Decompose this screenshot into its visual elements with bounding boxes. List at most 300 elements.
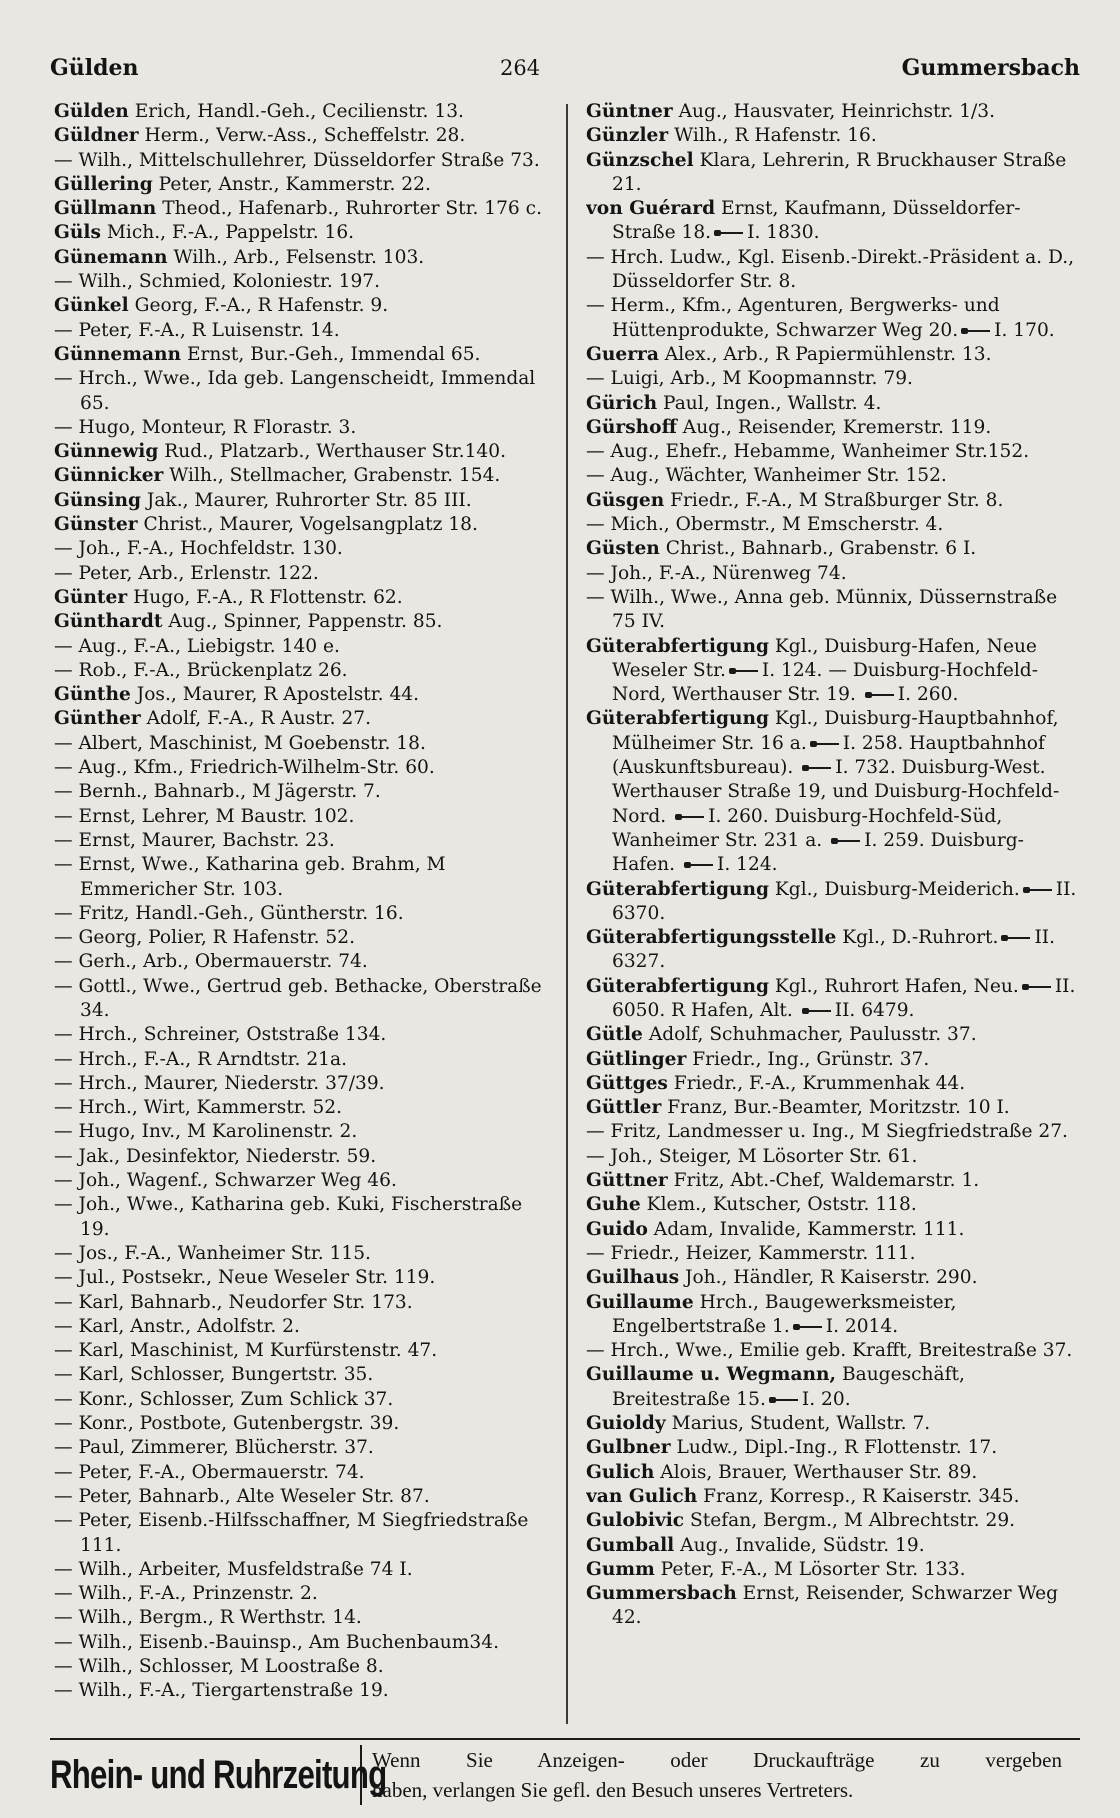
- directory-entry: [54, 537, 554, 561]
- telephone-icon: [810, 740, 840, 748]
- entry-details: — Aug., Wächter, Wanheimer Str. 152.: [586, 465, 947, 487]
- directory-entry: [54, 1679, 554, 1703]
- entry-details: — Rob., F.-A., Brückenplatz 26.: [54, 659, 348, 681]
- entry-details: Friedr., F.-A., M Straßburger Str. 8.: [670, 489, 1004, 511]
- directory-entry: [54, 100, 554, 124]
- directory-entry: [586, 1048, 1084, 1072]
- telephone-icon: [684, 861, 714, 869]
- entry-details: — Wilh., Bergm., R Werthstr. 14.: [54, 1607, 362, 1629]
- directory-entry: [54, 586, 554, 610]
- directory-entry: [586, 246, 1084, 295]
- directory-entry: [54, 1048, 554, 1072]
- telephone-number: I. 260. Duisburg-Hochfeld-Süd, Wanheimer Str. 231 a.: [612, 805, 1003, 851]
- entry-details: — Ernst, Lehrer, M Baustr. 102.: [54, 805, 355, 827]
- page-header: [50, 48, 1080, 88]
- directory-entry: [54, 950, 554, 974]
- directory-entry: [54, 1582, 554, 1606]
- entry-details: Wilh., Stellmacher, Grabenstr. 154.: [169, 465, 501, 487]
- entry-surname: Gulich: [586, 1461, 655, 1483]
- directory-entry: [586, 1266, 1084, 1290]
- entry-details: Christ., Bahnarb., Grabenstr. 6 I.: [665, 538, 977, 560]
- telephone-icon: [961, 327, 991, 335]
- directory-entry: [54, 1461, 554, 1485]
- header-left-keyword: Gülden: [50, 55, 139, 81]
- advertisement-footer: [50, 1738, 1080, 1810]
- directory-entry: [586, 1169, 1084, 1193]
- column-divider: [566, 104, 568, 1724]
- entry-details: Christ., Maurer, Vogelsangplatz 18.: [143, 514, 478, 536]
- directory-entry: [586, 1412, 1084, 1436]
- directory-entry: [586, 586, 1084, 635]
- telephone-icon: [793, 1323, 823, 1331]
- directory-entry: [586, 489, 1084, 513]
- entry-details: Alois, Brauer, Werthauser Str. 89.: [660, 1461, 978, 1483]
- entry-details: — Wilh., Mittelschullehrer, Düsseldorfer Straße 73.: [54, 149, 540, 171]
- entry-surname: Güllmann: [54, 198, 157, 220]
- entry-details: — Gerh., Arb., Obermauerstr. 74.: [54, 951, 368, 973]
- directory-entry: [54, 1339, 554, 1363]
- ad-line-2: haben, verlangen Sie gefl. den Besuch unseres Vertreters.: [372, 1778, 854, 1802]
- telephone-number: I. 124.: [717, 854, 778, 876]
- directory-entry: [54, 1120, 554, 1144]
- directory-entry: [54, 805, 554, 829]
- telephone-number: II. 6327.: [612, 927, 1056, 973]
- entry-surname: Güsten: [586, 538, 660, 560]
- telephone-number: I. 259. Duisburg-Hafen.: [612, 829, 1024, 876]
- entry-details: Peter, F.-A., M Lösorter Str. 133.: [660, 1558, 966, 1580]
- entry-details: — Herm., Kfm., Agenturen, Bergwerks- und Hüttenprodukte, Schwarzer Weg 20.: [586, 295, 1000, 341]
- directory-entry: [586, 1485, 1084, 1509]
- entry-details: Aug., Reisender, Kremerstr. 119.: [682, 416, 992, 438]
- entry-details: — Wilh., Arbeiter, Musfeldstraße 74 I.: [54, 1558, 413, 1580]
- telephone-number: I. 20.: [801, 1388, 851, 1410]
- directory-entry: [54, 1169, 554, 1193]
- entry-details: Aug., Hausvater, Heinrichstr. 1/3.: [678, 101, 996, 122]
- directory-entry: [586, 1218, 1084, 1242]
- telephone-number: I. 124. — Duisburg-Hochfeld-Nord, Werthauser Str. 19.: [612, 659, 1038, 706]
- entry-surname: Guillaume u. Wegmann,: [586, 1364, 837, 1386]
- entry-surname: Guhe: [586, 1194, 641, 1216]
- directory-entry: [54, 610, 554, 634]
- directory-entry: [54, 270, 554, 294]
- entry-details: — Fritz, Handl.-Geh., Güntherstr. 16.: [54, 902, 404, 924]
- directory-entry: [54, 1023, 554, 1047]
- directory-entry: [54, 124, 554, 148]
- directory-entry: [54, 683, 554, 707]
- entry-details: Ernst, Kaufmann, Düsseldorfer-Straße 18.: [612, 198, 1021, 244]
- entry-details: — Jul., Postsekr., Neue Weseler Str. 119.: [54, 1267, 436, 1289]
- telephone-number: I. 2014.: [825, 1315, 899, 1337]
- entry-details: Friedr., Ing., Grünstr. 37.: [692, 1048, 930, 1070]
- ad-line-1: Wenn Sie Anzeigen- oder Druckaufträge zu vergeben: [372, 1748, 1062, 1772]
- entry-details: Ludw., Dipl.-Ing., R Flottenstr. 17.: [676, 1437, 998, 1459]
- entry-details: Hrch., Baugewerksmeister, Engelbertstraße 1.: [612, 1291, 957, 1337]
- directory-entry: [54, 1509, 554, 1558]
- entry-details: Fritz, Abt.-Chef, Waldemarstr. 1.: [673, 1170, 980, 1192]
- directory-entry: [54, 416, 554, 440]
- entry-surname: Günnewig: [54, 441, 159, 463]
- entry-surname: Gulobivic: [586, 1510, 685, 1532]
- directory-entry: [586, 707, 1084, 877]
- entry-details: Paul, Ingen., Wallstr. 4.: [663, 392, 882, 414]
- entry-surname: Guillaume: [586, 1291, 694, 1313]
- directory-entry: [54, 367, 554, 416]
- entry-details: Alex., Arb., R Papiermühlenstr. 13.: [664, 343, 992, 365]
- directory-entry: [586, 1534, 1084, 1558]
- entry-details: — Joh., F.-A., Nürenweg 74.: [586, 562, 847, 584]
- directory-entry: [586, 1023, 1084, 1047]
- entry-surname: Güllering: [54, 173, 153, 195]
- directory-entry: [54, 1436, 554, 1460]
- telephone-icon: [1001, 934, 1031, 942]
- entry-surname: Günsing: [54, 489, 141, 511]
- entry-details: — Karl, Anstr., Adolfstr. 2.: [54, 1315, 300, 1337]
- directory-entry: [586, 975, 1084, 1024]
- entry-details: Theod., Hafenarb., Ruhrorter Str. 176 c.: [162, 198, 542, 220]
- directory-entry: [54, 1242, 554, 1266]
- directory-entry: [54, 1266, 554, 1290]
- entry-details: — Karl, Schlosser, Bungertstr. 35.: [54, 1364, 374, 1386]
- entry-surname: Guido: [586, 1218, 648, 1240]
- entry-details: Herm., Verw.-Ass., Scheffelstr. 28.: [144, 125, 466, 147]
- entry-details: — Aug., Ehefr., Hebamme, Wanheimer Str.152.: [586, 441, 1030, 463]
- entry-details: — Karl, Bahnarb., Neudorfer Str. 173.: [54, 1291, 413, 1313]
- directory-entry: [54, 975, 554, 1024]
- directory-entry: [54, 635, 554, 659]
- directory-entry: [586, 1072, 1084, 1096]
- directory-entry: [586, 1291, 1084, 1340]
- directory-entry: [54, 319, 554, 343]
- entry-surname: Güttges: [586, 1072, 668, 1094]
- entry-surname: Gülden: [54, 101, 129, 122]
- entry-surname: Güldner: [54, 125, 139, 147]
- entry-details: Hugo, F.-A., R Flottenstr. 62.: [133, 586, 403, 608]
- entry-details: — Wilh., Eisenb.-Bauinsp., Am Buchenbaum34.: [54, 1631, 499, 1653]
- directory-entry: [586, 1242, 1084, 1266]
- entry-details: — Wilh., Schlosser, M Loostraße 8.: [54, 1656, 384, 1677]
- entry-details: Klara, Lehrerin, R Bruckhauser Straße 21.: [612, 149, 1067, 195]
- directory-entry: [586, 367, 1084, 391]
- entry-details: — Hrch., F.-A., R Arndtstr. 21a.: [54, 1048, 347, 1070]
- telephone-icon: [714, 229, 744, 237]
- directory-entry: [54, 464, 554, 488]
- entry-details: — Aug., Kfm., Friedrich-Wilhelm-Str. 60.: [54, 757, 435, 779]
- entry-details: — Wilh., Wwe., Anna geb. Münnix, Düssernstraße 75 IV.: [586, 586, 1058, 633]
- directory-entry: [586, 464, 1084, 488]
- entry-surname: Güterabfertigung: [586, 975, 769, 997]
- directory-entry: [54, 659, 554, 683]
- entry-details: — Hrch., Wwe., Ida geb. Langenscheidt, Immendal 65.: [54, 368, 536, 414]
- entry-details: — Wilh., F.-A., Prinzenstr. 2.: [54, 1583, 318, 1605]
- entry-details: — Fritz, Landmesser u. Ing., M Siegfriedstraße 27.: [586, 1121, 1068, 1143]
- entry-surname: Gürshoff: [586, 416, 677, 438]
- directory-entry: [54, 1388, 554, 1412]
- entry-details: — Joh., Steiger, M Lösorter Str. 61.: [586, 1145, 918, 1167]
- directory-entry: [54, 1145, 554, 1169]
- entry-details: — Albert, Maschinist, M Goebenstr. 18.: [54, 732, 426, 754]
- entry-details: Peter, Anstr., Kammerstr. 22.: [158, 173, 431, 195]
- telephone-number: I. 258. Hauptbahnhof (Auskunftsbureau).: [612, 732, 1045, 779]
- entry-surname: Gummersbach: [586, 1583, 737, 1605]
- entry-details: — Jos., F.-A., Wanheimer Str. 115.: [54, 1242, 371, 1264]
- directory-entry: [54, 246, 554, 270]
- directory-entry: [586, 1461, 1084, 1485]
- directory-entry: [54, 1655, 554, 1679]
- directory-entry: [586, 124, 1084, 148]
- entry-details: Friedr., F.-A., Krummenhak 44.: [673, 1072, 966, 1094]
- directory-entry: [54, 926, 554, 950]
- entry-details: Franz, Bur.-Beamter, Moritzstr. 10 I.: [667, 1097, 1010, 1119]
- entry-surname: van Gulich: [586, 1485, 698, 1507]
- directory-entry: [586, 1363, 1084, 1412]
- entry-surname: Güntner: [586, 101, 673, 122]
- entry-surname: Günkel: [54, 295, 129, 317]
- entry-surname: Güterabfertigung: [586, 878, 769, 900]
- directory-entry: [586, 537, 1084, 561]
- entry-surname: Gütle: [586, 1024, 643, 1046]
- directory-entry: [54, 173, 554, 197]
- directory-entry: [54, 1193, 554, 1242]
- entry-details: Aug., Invalide, Südstr. 19.: [680, 1534, 925, 1556]
- entry-details: — Peter, F.-A., Obermauerstr. 74.: [54, 1461, 365, 1483]
- directory-entry: [54, 853, 554, 902]
- entry-details: Kgl., Ruhrort Hafen, Neu.: [774, 975, 1019, 997]
- directory-entry: [586, 513, 1084, 537]
- telephone-icon: [729, 667, 759, 675]
- entry-details: — Peter, Bahnarb., Alte Weseler Str. 87.: [54, 1485, 430, 1507]
- directory-entry: [586, 1509, 1084, 1533]
- directory-entry: [54, 707, 554, 731]
- directory-entry: [54, 294, 554, 318]
- entry-details: Adolf, F.-A., R Austr. 27.: [146, 708, 372, 730]
- directory-entry: [54, 1072, 554, 1096]
- entry-surname: Gulbner: [586, 1437, 671, 1459]
- entry-surname: von Guérard: [586, 198, 716, 220]
- directory-entry: [586, 1120, 1084, 1144]
- directory-entry: [586, 1145, 1084, 1169]
- page-number: 264: [500, 56, 541, 80]
- entry-surname: Günther: [54, 708, 141, 730]
- entry-details: Ernst, Reisender, Schwarzer Weg 42.: [612, 1583, 1059, 1629]
- telephone-number: I. 260.: [897, 684, 959, 706]
- directory-entry: [54, 829, 554, 853]
- entry-surname: Güttler: [586, 1097, 662, 1119]
- telephone-number: I. 732. Duisburg-West. Werthauser Straße 19, und Duisburg-Hochfeld-Nord.: [612, 757, 1060, 827]
- entry-details: — Bernh., Bahnarb., M Jägerstr. 7.: [54, 781, 381, 803]
- entry-details: — Peter, F.-A., R Luisenstr. 14.: [54, 319, 340, 341]
- directory-entry: [586, 294, 1084, 343]
- entry-details: — Mich., Obermstr., M Emscherstr. 4.: [586, 514, 944, 536]
- telephone-icon: [802, 764, 832, 772]
- directory-entry: [586, 1436, 1084, 1460]
- newspaper-brand: Rhein- und Ruhrzeitung: [50, 1752, 387, 1797]
- entry-details: — Gottl., Wwe., Gertrud geb. Bethacke, Oberstraße 34.: [54, 975, 542, 1021]
- directory-entry: [586, 562, 1084, 586]
- telephone-icon: [802, 1007, 832, 1015]
- entry-details: Adolf, Schuhmacher, Paulusstr. 37.: [648, 1024, 977, 1046]
- entry-details: — Hrch. Ludw., Kgl. Eisenb.-Direkt.-Präsident a. D., Düsseldorfer Str. 8.: [586, 246, 1075, 293]
- entry-details: — Konr., Postbote, Gutenbergstr. 39.: [54, 1413, 400, 1435]
- entry-details: — Luigi, Arb., M Koopmannstr. 79.: [586, 368, 913, 390]
- entry-details: Franz, Korresp., R Kaiserstr. 345.: [703, 1485, 1020, 1507]
- entry-details: — Peter, Arb., Erlenstr. 122.: [54, 562, 319, 584]
- entry-surname: Günnemann: [54, 343, 182, 365]
- directory-entry: [54, 440, 554, 464]
- entry-details: Kgl., Duisburg-Hauptbahnhof, Mülheimer Str. 16 a.: [612, 708, 1059, 754]
- entry-details: Jos., Maurer, R Apostelstr. 44.: [136, 684, 420, 706]
- entry-details: Adam, Invalide, Kammerstr. 111.: [653, 1218, 965, 1240]
- entry-details: — Hugo, Inv., M Karolinenstr. 2.: [54, 1121, 358, 1143]
- entry-details: Baugeschäft, Breitestraße 15.: [612, 1364, 965, 1410]
- entry-details: — Hrch., Schreiner, Oststraße 134.: [54, 1024, 387, 1046]
- directory-entry: [54, 221, 554, 245]
- entry-surname: Günnicker: [54, 465, 164, 487]
- entry-details: — Peter, Eisenb.-Hilfsschaffner, M Siegfriedstraße 111.: [54, 1510, 529, 1556]
- entry-details: Kgl., Duisburg-Meiderich.: [774, 878, 1020, 900]
- entry-details: Mich., F.-A., Pappelstr. 16.: [106, 222, 355, 244]
- entry-details: — Joh., Wagenf., Schwarzer Weg 46.: [54, 1170, 397, 1192]
- entry-details: Stefan, Bergm., M Albrechtstr. 29.: [690, 1510, 1016, 1532]
- directory-entry: [54, 197, 554, 221]
- directory-entry: [586, 197, 1084, 246]
- entry-details: Wilh., Arb., Felsenstr. 103.: [173, 246, 425, 268]
- telephone-icon: [865, 691, 895, 699]
- entry-details: — Georg, Polier, R Hafenstr. 52.: [54, 927, 356, 949]
- entry-surname: Günemann: [54, 246, 168, 268]
- directory-entry: [54, 756, 554, 780]
- entry-surname: Günster: [54, 514, 138, 536]
- entry-details: Erich, Handl.-Geh., Cecilienstr. 13.: [134, 101, 464, 122]
- entry-surname: Guerra: [586, 343, 659, 365]
- directory-entry: [586, 416, 1084, 440]
- entry-details: Kgl., Duisburg-Hafen, Neue Weseler Str.: [612, 635, 1037, 681]
- entry-surname: Güls: [54, 222, 101, 244]
- entry-details: — Ernst, Maurer, Bachstr. 23.: [54, 829, 335, 851]
- directory-entry: [54, 902, 554, 926]
- entry-surname: Güterabfertigung: [586, 708, 769, 730]
- telephone-icon: [1022, 983, 1052, 991]
- entry-surname: Guioldy: [586, 1413, 666, 1435]
- entry-details: Jak., Maurer, Ruhrorter Str. 85 III.: [146, 489, 472, 511]
- entry-details: Aug., Spinner, Pappenstr. 85.: [168, 611, 443, 633]
- entry-details: Georg, F.-A., R Hafenstr. 9.: [134, 295, 389, 317]
- directory-entry: [54, 1096, 554, 1120]
- telephone-number: II. 6479.: [834, 999, 915, 1021]
- right-column: [586, 100, 1084, 1735]
- entry-details: — Wilh., Schmied, Koloniestr. 197.: [54, 271, 381, 293]
- directory-entry: [586, 1096, 1084, 1120]
- left-column: [54, 100, 554, 1735]
- directory-entry: [54, 1606, 554, 1630]
- telephone-number: II. 6050. R Hafen, Alt.: [612, 975, 1076, 1021]
- directory-entry: [54, 562, 554, 586]
- entry-surname: Günthe: [54, 684, 131, 706]
- entry-surname: Günter: [54, 586, 128, 608]
- entry-details: — Hugo, Monteur, R Florastr. 3.: [54, 416, 357, 438]
- directory-entry: [586, 440, 1084, 464]
- directory-entry: [586, 635, 1084, 708]
- directory-entry: [54, 1412, 554, 1436]
- entry-details: — Friedr., Heizer, Kammerstr. 111.: [586, 1242, 916, 1264]
- entry-surname: Güsgen: [586, 489, 665, 511]
- directory-entry: [54, 1291, 554, 1315]
- entry-details: — Paul, Zimmerer, Blücherstr. 37.: [54, 1437, 374, 1459]
- telephone-number: I. 170.: [994, 319, 1055, 341]
- directory-entry: [586, 343, 1084, 367]
- entry-details: Ernst, Bur.-Geh., Immendal 65.: [186, 343, 481, 365]
- entry-surname: Gumm: [586, 1558, 655, 1580]
- entry-surname: Guilhaus: [586, 1267, 680, 1289]
- entry-details: Rud., Platzarb., Werthauser Str.140.: [164, 441, 506, 463]
- entry-details: — Hrch., Wwe., Emilie geb. Krafft, Breitestraße 37.: [586, 1340, 1073, 1362]
- entry-details: — Aug., F.-A., Liebigstr. 140 e.: [54, 635, 340, 657]
- entry-details: Klem., Kutscher, Oststr. 118.: [646, 1194, 917, 1216]
- entry-surname: Gürich: [586, 392, 658, 414]
- telephone-icon: [831, 837, 861, 845]
- entry-details: Wilh., R Hafenstr. 16.: [674, 125, 877, 147]
- telephone-number: I. 1830.: [747, 222, 820, 244]
- entry-details: — Karl, Maschinist, M Kurfürstenstr. 47.: [54, 1340, 438, 1362]
- entry-details: — Jak., Desinfektor, Niederstr. 59.: [54, 1145, 377, 1167]
- entry-surname: Gütlinger: [586, 1048, 687, 1070]
- entry-surname: Günzler: [586, 125, 669, 147]
- entry-details: Marius, Student, Wallstr. 7.: [671, 1413, 931, 1435]
- directory-entry: [54, 489, 554, 513]
- directory-entry: [54, 1315, 554, 1339]
- directory-entry: [586, 878, 1084, 927]
- directory-entry: [586, 1582, 1084, 1631]
- telephone-icon: [1023, 886, 1053, 894]
- entry-details: — Wilh., F.-A., Tiergartenstraße 19.: [54, 1680, 389, 1702]
- directory-entry: [586, 392, 1084, 416]
- directory-entry: [54, 513, 554, 537]
- header-right-keyword: Gummersbach: [901, 55, 1080, 81]
- directory-entry: [586, 149, 1084, 198]
- entry-surname: Güterabfertigung: [586, 635, 769, 657]
- telephone-icon: [769, 1396, 799, 1404]
- directory-entry: [54, 1631, 554, 1655]
- entry-surname: Günzschel: [586, 149, 694, 171]
- advertisement-text: [360, 1745, 1062, 1805]
- entry-details: Joh., Händler, R Kaiserstr. 290.: [685, 1267, 978, 1289]
- entry-surname: Gumball: [586, 1534, 675, 1556]
- entry-details: — Ernst, Wwe., Katharina geb. Brahm, M Emmericher Str. 103.: [54, 854, 446, 900]
- directory-entry: [586, 1339, 1084, 1363]
- directory-entry: [586, 100, 1084, 124]
- directory-entry: [586, 1558, 1084, 1582]
- directory-entry: [54, 1485, 554, 1509]
- telephone-number: II. 6370.: [612, 878, 1077, 924]
- entry-details: — Hrch., Maurer, Niederstr. 37/39.: [54, 1072, 385, 1094]
- directory-entry: [54, 343, 554, 367]
- entry-details: — Joh., Wwe., Katharina geb. Kuki, Fischerstraße 19.: [54, 1194, 523, 1240]
- directory-entry: [586, 1193, 1084, 1217]
- entry-surname: Güterabfertigungsstelle: [586, 927, 837, 949]
- entry-surname: Günthardt: [54, 611, 163, 633]
- directory-entry: [54, 780, 554, 804]
- telephone-icon: [675, 813, 705, 821]
- directory-entry: [54, 1363, 554, 1387]
- directory-entry: [54, 1558, 554, 1582]
- directory-entry: [586, 926, 1084, 975]
- entry-details: — Hrch., Wirt, Kammerstr. 52.: [54, 1097, 343, 1119]
- directory-entry: [54, 149, 554, 173]
- entry-surname: Güttner: [586, 1170, 668, 1192]
- directory-entry: [54, 732, 554, 756]
- entry-details: — Konr., Schlosser, Zum Schlick 37.: [54, 1388, 394, 1410]
- entry-details: Kgl., D.-Ruhrort.: [842, 927, 999, 949]
- entry-details: — Joh., F.-A., Hochfeldstr. 130.: [54, 538, 343, 560]
